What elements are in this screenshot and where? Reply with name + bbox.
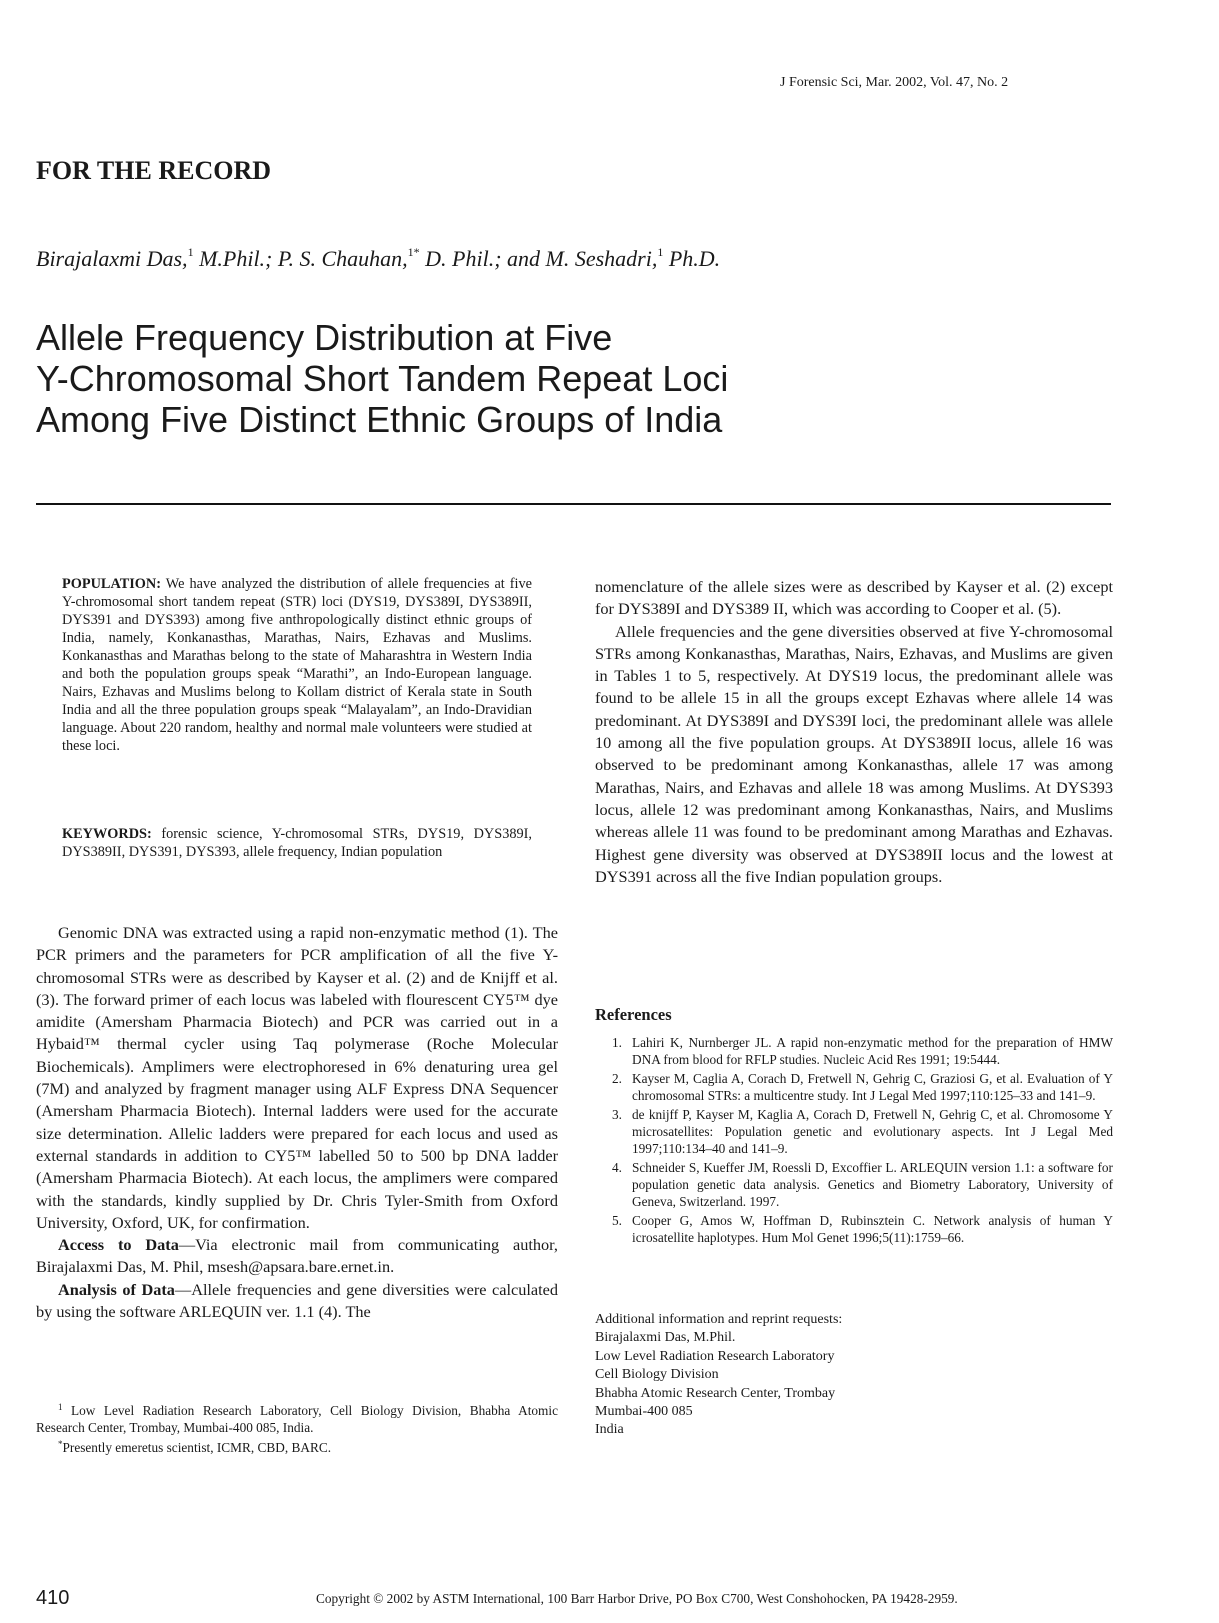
footnote: [36, 1436, 558, 1456]
page-number: 410: [36, 1587, 70, 1609]
title-line: Among Five Distinct Ethnic Groups of India: [36, 399, 723, 440]
body-column-left: [36, 922, 558, 1323]
address-line: Cell Biology Division: [595, 1367, 719, 1383]
reference-number: 2.: [612, 1071, 622, 1086]
body-paragraph: [36, 1279, 558, 1324]
references-heading: References: [595, 1005, 672, 1024]
journal-citation: J Forensic Sci, Mar. 2002, Vol. 47, No. 2: [780, 75, 1009, 90]
keywords: [62, 825, 532, 861]
footnote-text: Low Level Radiation Research Laboratory, Cell Biology Division, Bhabha Atomic Research Center, Trombay, Mumbai-400 085, India.: [36, 1403, 558, 1435]
abstract-text: We have analyzed the distribution of allele frequencies at five Y-chromosomal short tandem repeat (STR) loci (DYS19, DYS389I, DYS389II, DYS391 and DYS393) among five anthropologically distinct ethnic groups of India, namely, Konkanasthas, Marathas, Nairs, Ezhavas and Muslims. Konkanasthas and Marathas belong to the state of Maharashtra in Western India and both the population groups speak “Marathi”, an Indo-European language. Nairs, Ezhavas and Muslims belong to Kollam district of Kerala state in South India and all the three population groups speak “Malayalam”, an Indo-Dravidian language. About 220 random, healthy and normal male volunteers were studied at these loci.: [62, 576, 532, 754]
reference-item: [595, 1034, 1113, 1068]
copyright-notice: Copyright © 2002 by ASTM International, 100 Barr Harbor Drive, PO Box C700, West Conshohocken, PA 19428-2959.: [316, 1591, 958, 1606]
reference-item: [595, 1159, 1113, 1210]
title-line: Y-Chromosomal Short Tandem Repeat Loci: [36, 358, 729, 399]
paragraph-text: —Via electronic mail from communicating author, Birajalaxmi Das, M. Phil, msesh@apsara.bare.ernet.in.: [36, 1235, 558, 1277]
reference-number: 3.: [612, 1107, 622, 1122]
author-line: [36, 245, 720, 272]
address-line: India: [595, 1422, 624, 1438]
footnote-text: Presently emeretus scientist, ICMR, CBD, BARC.: [62, 1440, 332, 1455]
address-line: Bhabha Atomic Research Center, Trombay: [595, 1385, 836, 1401]
address-line: Low Level Radiation Research Laboratory: [595, 1348, 835, 1364]
affiliation-mark: 1: [187, 245, 194, 259]
body-paragraph: nomenclature of the allele sizes were as described by Kayser et al. (2) except for DYS389I and DYS389 II, which was according to Cooper et al. (5).: [595, 577, 1113, 619]
reference-text: de knijff P, Kayser M, Kaglia A, Corach D, Fretwell N, Gehrig C, et al. Chromosome Y microsatellites: Population genetic and evolutionary aspects. Int J Legal Med 1997;110:134–40 and 141–9.: [632, 1107, 1113, 1156]
section-heading: FOR THE RECORD: [36, 156, 271, 185]
author-name: Birajalaxmi Das,: [36, 246, 188, 271]
body-paragraph: Genomic DNA was extracted using a rapid non-enzymatic method (1). The PCR primers and the parameters for PCR amplification of all the five Y-chromosomal STRs were as described by Kayser et al. (2) and de Knijff et al. (3). The forward primer of each locus was labeled with flourescent CY5™ dye amidite (Amersham Pharmacia Biotech) and PCR was carried out in a Hybaid™ thermal cycler using Taq polymerase (Roche Molecular Biochemicals). Amplimers were electrophoresed in 6% denaturing urea gel (7M) and analyzed by fragment manager using ALF Express DNA Sequencer (Amersham Pharmacia Biotech). Internal ladders were used for the accurate size determination. Allelic ladders were prepared for each locus and used as external standards in addition to CY5™ labelled 50 to 500 bp DNA ladder (Amersham Pharmacia Biotech). At each locus, the amplimers were compared with the standards, kindly supplied by Dr. Chris Tyler-Smith from Oxford University, Oxford, UK, for confirmation.: [36, 923, 558, 1232]
author-degree: M.Phil.; P. S. Chauhan,: [193, 246, 408, 271]
reference-item: [595, 1070, 1113, 1104]
body-column-right: [595, 576, 1113, 888]
reference-text: Kayser M, Caglia A, Corach D, Fretwell N, Gehrig C, Graziosi G, et al. Evaluation of Y chromosomal STRs: a multicentre study. Int J Legal Med 1997;110:125–33 and 141–9.: [632, 1071, 1113, 1103]
correspondence-address: [595, 1311, 842, 1440]
reference-number: 5.: [612, 1213, 622, 1228]
reference-number: 1.: [612, 1035, 622, 1050]
reference-item: [595, 1106, 1113, 1157]
reference-text: Schneider S, Kueffer JM, Roessli D, Excoffier L. ARLEQUIN version 1.1: a software for population genetic data analysis. Genetics and Biometry Laboratory, University of Geneva, Switzerland. 1997.: [632, 1160, 1113, 1209]
title-divider: [36, 503, 1111, 505]
abstract-label: POPULATION:: [62, 576, 162, 592]
footnotes: [36, 1399, 558, 1456]
footnote-mark: *: [58, 1439, 63, 1449]
keywords-text: forensic science, Y-chromosomal STRs, DYS19, DYS389I, DYS389II, DYS391, DYS393, allele frequency, Indian population: [62, 826, 532, 860]
abstract: [62, 575, 532, 755]
reference-number: 4.: [612, 1160, 622, 1175]
keywords-label: KEYWORDS:: [62, 826, 152, 842]
address-line: Birajalaxmi Das, M.Phil.: [595, 1330, 736, 1346]
footnote: [36, 1399, 558, 1436]
footnote-mark: 1: [58, 1402, 63, 1412]
paragraph-heading: Access to Data: [58, 1235, 179, 1255]
author-degree: D. Phil.; and M. Seshadri,: [419, 246, 658, 271]
paragraph-heading: Analysis of Data: [58, 1279, 175, 1299]
body-paragraph: [36, 1234, 558, 1279]
affiliation-mark: 1: [657, 245, 664, 259]
paragraph-text: —Allele frequencies and gene diversities were calculated by using the software ARLEQUIN ver. 1.1 (4). The: [36, 1279, 559, 1322]
references-list: [595, 1034, 1113, 1248]
affiliation-mark: 1*: [407, 245, 420, 259]
article-title: [36, 317, 728, 440]
address-line: Mumbai-400 085: [595, 1404, 693, 1420]
author-degree: Ph.D.: [663, 246, 721, 271]
address-line: Additional information and reprint requests:: [595, 1312, 843, 1327]
body-paragraph: Allele frequencies and the gene diversities observed at five Y-chromosomal STRs among Konkanasthas, Marathas, Nairs, Ezhavas, and Muslims are given in Tables 1 to 5, respectively. At DYS19 locus, the predominant allele was found to be allele 15 in all the groups except Ezhavas where allele 14 was predominant. At DYS389I and DYS39I loci, the predominant allele was allele 10 among all the five population groups. At DYS389II locus, allele 16 was observed to be predominant among Konkanasthas, allele 17 was among Marathas, Nairs, and Ezhavas and allele 18 was among Muslims. At DYS393 locus, allele 12 was predominant among Konkanasthas, Nairs, and Muslims whereas allele 11 was found to be predominant among Marathas and Ezhavas. Highest gene diversity was observed at DYS389II locus and the lowest at DYS391 across all the five Indian population groups.: [595, 621, 1113, 886]
reference-text: Lahiri K, Nurnberger JL. A rapid non-enzymatic method for the preparation of HMW DNA from blood for RFLP studies. Nucleic Acid Res 1991; 19:5444.: [632, 1035, 1113, 1067]
title-line: Allele Frequency Distribution at Five: [36, 317, 613, 358]
reference-item: [595, 1212, 1113, 1246]
reference-text: Cooper G, Amos W, Hoffman D, Rubinsztein C. Network analysis of human Y icrosatellite haplotypes. Hum Mol Genet 1996;5(11):1759–66.: [632, 1213, 1113, 1245]
